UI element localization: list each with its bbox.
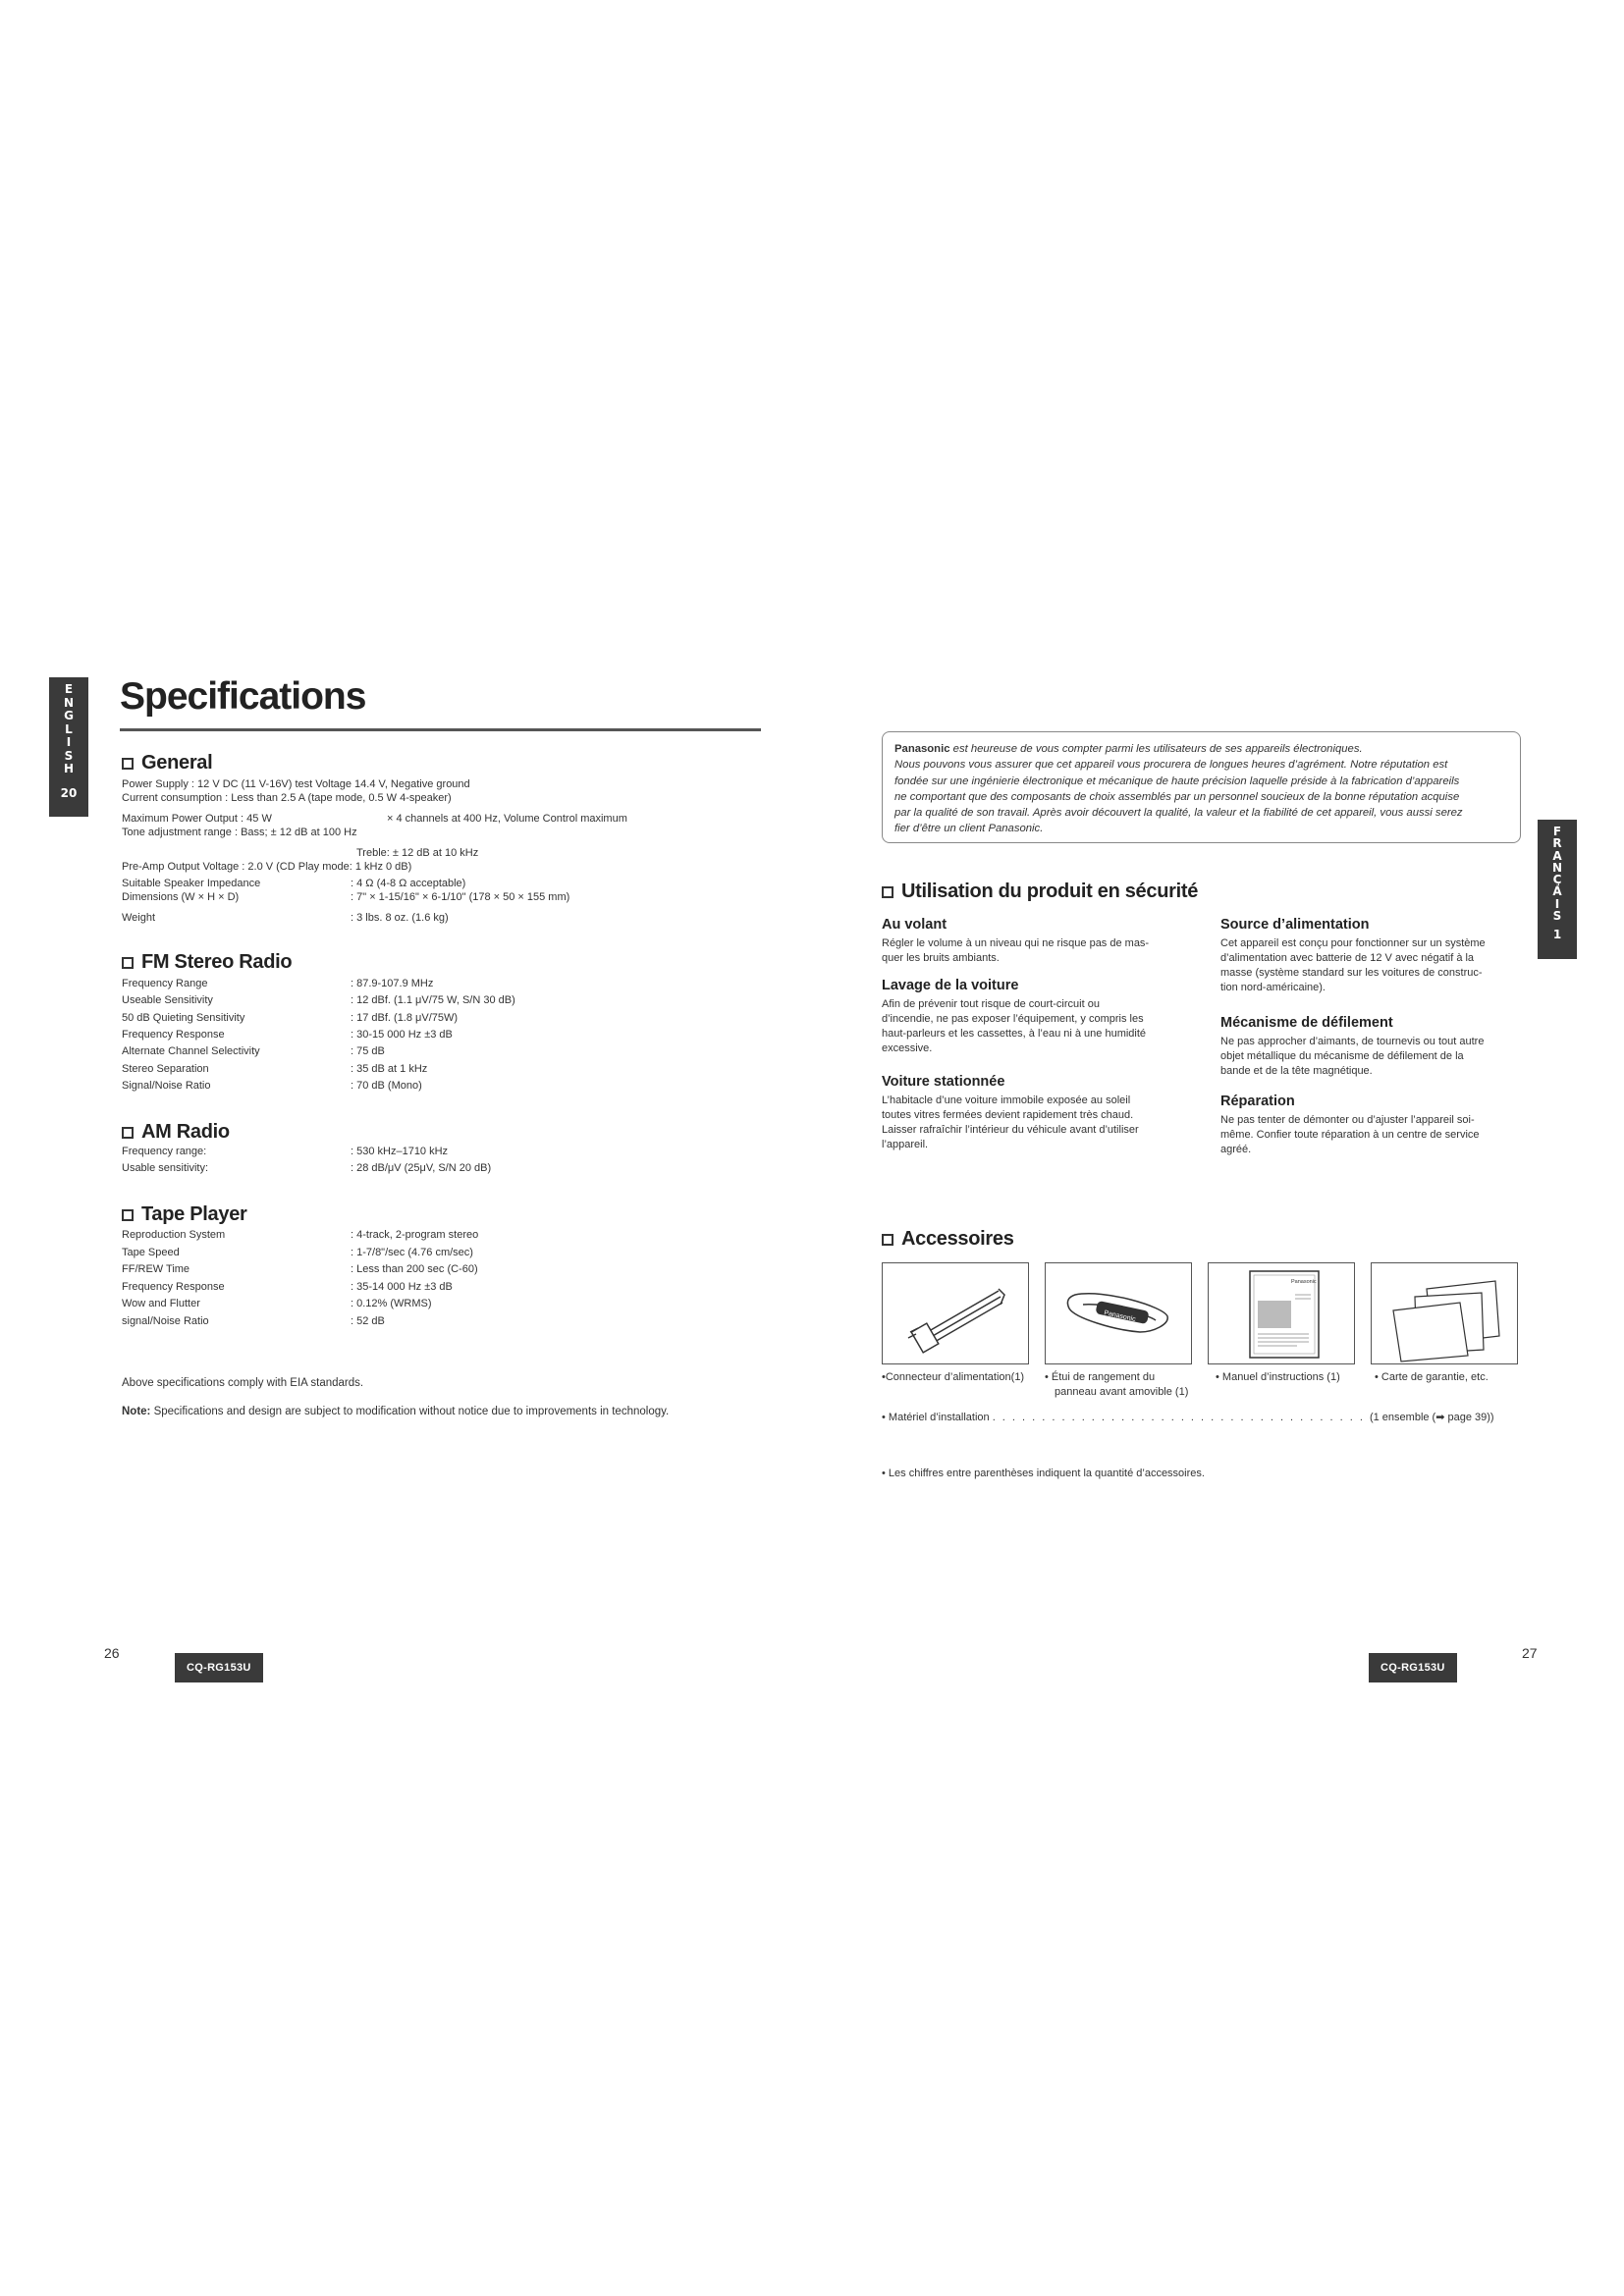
spec-label: signal/Noise Ratio bbox=[122, 1314, 209, 1327]
model-badge-right: CQ-RG153U bbox=[1369, 1653, 1457, 1682]
general-heading: General bbox=[122, 752, 212, 774]
page-number-right: 27 bbox=[1522, 1645, 1538, 1661]
spec-label: 50 dB Quieting Sensitivity bbox=[122, 1011, 245, 1024]
safety-text-line: L’habitacle d’une voiture immobile exposée au soleil bbox=[882, 1095, 1131, 1106]
safety-text-line: objet métallique du mécanisme de défilement de la bbox=[1220, 1050, 1464, 1063]
spec-value: : Less than 200 sec (C-60) bbox=[351, 1263, 478, 1275]
checkbox-icon bbox=[882, 886, 893, 898]
spec-value: : 3 lbs. 8 oz. (1.6 kg) bbox=[351, 912, 449, 924]
side-tab-english bbox=[49, 677, 88, 817]
safety-subheading: Réparation bbox=[1220, 1094, 1295, 1109]
treble-line: Treble: ± 12 dB at 10 kHz bbox=[356, 847, 479, 859]
safety-subheading: Au volant bbox=[882, 917, 947, 933]
safety-text-line: Cet appareil est conçu pour fonctionner sur un système bbox=[1220, 937, 1486, 949]
install-value: (1 ensemble (➡ page 39)) bbox=[1369, 1412, 1494, 1423]
acc-label-connector: •Connecteur d’alimentation(1) bbox=[882, 1371, 1025, 1383]
checkbox-icon bbox=[122, 758, 134, 770]
spec-label: Usable sensitivity: bbox=[122, 1162, 209, 1174]
note-label: Note: bbox=[122, 1406, 151, 1417]
spec-label: Wow and Flutter bbox=[122, 1298, 200, 1309]
safety-text-line: d’incendie, ne pas exposer l’équipement, y compris les bbox=[882, 1013, 1144, 1026]
spec-value: : 70 dB (Mono) bbox=[351, 1079, 422, 1092]
checkbox-icon bbox=[122, 957, 134, 969]
warranty-card-icon bbox=[1372, 1263, 1517, 1363]
spec-value: : 30-15 000 Hz ±3 dB bbox=[351, 1028, 453, 1041]
safety-text-line: Régler le volume à un niveau qui ne risque pas de mas- bbox=[882, 937, 1150, 949]
spec-label: FF/REW Time bbox=[122, 1263, 190, 1275]
safety-subheading: Source d’alimentation bbox=[1220, 917, 1370, 933]
intro-line: fondée sur une ingénierie électronique et mécanique de haute précision laquelle préside à la fabrication d’appareils bbox=[894, 774, 1460, 787]
checkbox-icon bbox=[882, 1234, 893, 1246]
checkbox-icon bbox=[122, 1209, 134, 1221]
page-title: Specifications bbox=[120, 675, 366, 718]
intro-line: fier d’être un client Panasonic. bbox=[894, 823, 1044, 835]
manual-brand: Panasonic bbox=[1291, 1279, 1317, 1285]
spec-label: Frequency Response bbox=[122, 1280, 225, 1293]
acc-label-case-2: panneau avant amovible (1) bbox=[1055, 1386, 1189, 1398]
case-icon bbox=[1046, 1263, 1191, 1363]
safety-text-line: Ne pas tenter de démonter ou d’ajuster l’appareil soi- bbox=[1220, 1114, 1475, 1126]
spec-label: Suitable Speaker Impedance bbox=[122, 878, 261, 889]
tab-letters: E N G L I S H bbox=[63, 682, 75, 775]
spec-label: Dimensions (W × H × D) bbox=[122, 891, 240, 903]
intro-line: par la qualité de son travail. Après avoir découvert la qualité, la valeur et la fiabilité de cet appareil, vous aussi serez bbox=[894, 807, 1463, 820]
acc-label-case: • Étui de rangement du bbox=[1045, 1371, 1156, 1383]
manual-icon bbox=[1209, 1263, 1354, 1363]
spec-value: : 52 dB bbox=[351, 1314, 385, 1327]
safety-text-line: excessive. bbox=[882, 1042, 933, 1055]
spec-value: : 75 dB bbox=[351, 1045, 385, 1058]
tab-number: 1 bbox=[1552, 928, 1562, 942]
intro-box bbox=[882, 731, 1521, 843]
intro-line: Panasonic est heureuse de vous compter parmi les utilisateurs de ses appareils électroniques. bbox=[894, 743, 1363, 755]
safety-subheading: Lavage de la voiture bbox=[882, 978, 1019, 993]
accessories-footnote: • Les chiffres entre parenthèses indiquent la quantité d’accessoires. bbox=[882, 1468, 1205, 1479]
title-rule bbox=[120, 728, 761, 731]
safety-text-line: masse (système standard sur les voitures de construc- bbox=[1220, 967, 1483, 980]
safety-text-line: Laisser rafraîchir l’intérieur du véhicule avant d’utiliser bbox=[882, 1124, 1139, 1137]
install-label: • Matériel d’installation bbox=[882, 1412, 990, 1423]
note-text: Specifications and design are subject to modification without notice due to improvements in technology. bbox=[153, 1406, 670, 1417]
spec-value: : 4 Ω (4-8 Ω acceptable) bbox=[351, 878, 466, 889]
preamp-line: Pre-Amp Output Voltage : 2.0 V (CD Play mode: 1 kHz 0 dB) bbox=[122, 861, 412, 873]
safety-text-line: même. Confier toute réparation à un centre de service bbox=[1220, 1129, 1480, 1142]
spec-value: : 0.12% (WRMS) bbox=[351, 1298, 432, 1309]
accessory-warranty-card bbox=[1371, 1262, 1518, 1364]
spec-label: Reproduction System bbox=[122, 1229, 226, 1241]
accessory-manual bbox=[1208, 1262, 1355, 1364]
spec-label: Alternate Channel Selectivity bbox=[122, 1045, 260, 1058]
safety-text-line: quer les bruits ambiants. bbox=[882, 952, 1000, 965]
accessory-case bbox=[1045, 1262, 1192, 1364]
general-line: Power Supply : 12 V DC (11 V-16V) test Voltage 14.4 V, Negative ground bbox=[122, 778, 470, 790]
spec-value: : 87.9-107.9 MHz bbox=[351, 978, 434, 989]
spec-value: : 35 dB at 1 kHz bbox=[351, 1062, 428, 1075]
spec-label: Frequency Range bbox=[122, 978, 208, 989]
safety-text-line: toutes vitres fermées devient rapidement très chaud. bbox=[882, 1109, 1134, 1122]
spec-label: Useable Sensitivity bbox=[122, 994, 213, 1007]
safety-text-line: agréé. bbox=[1220, 1144, 1252, 1156]
spec-label: Stereo Separation bbox=[122, 1062, 209, 1075]
case-brand: Panasonic bbox=[1103, 1309, 1137, 1323]
spec-value: : 35-14 000 Hz ±3 dB bbox=[351, 1280, 453, 1293]
tape-heading: Tape Player bbox=[122, 1203, 247, 1226]
intro-line: Nous pouvons vous assurer que cet appareil vous procurera de longues heures d’agrément. Notre réputation est bbox=[894, 759, 1448, 772]
spec-value: : 12 dBf. (1.1 μV/75 W, S/N 30 dB) bbox=[351, 994, 515, 1007]
am-heading: AM Radio bbox=[122, 1121, 230, 1144]
install-dots: . . . . . . . . . . . . . . . . . . . . . . . . . . . . . . . . . . . . . . bbox=[992, 1412, 1370, 1423]
spec-label: Tape Speed bbox=[122, 1246, 180, 1258]
general-line: Maximum Power Output : 45 W bbox=[122, 813, 272, 825]
spec-label: Signal/Noise Ratio bbox=[122, 1079, 211, 1092]
tech-note bbox=[122, 1406, 669, 1417]
safety-subheading: Voiture stationnée bbox=[882, 1074, 1005, 1090]
model-badge-left: CQ-RG153U bbox=[175, 1653, 263, 1682]
safety-text-line: d’alimentation avec batterie de 12 V avec négatif à la bbox=[1220, 952, 1475, 965]
acc-label-manual: • Manuel d’instructions (1) bbox=[1216, 1371, 1340, 1383]
spec-value: : 530 kHz–1710 kHz bbox=[351, 1146, 449, 1157]
spec-value: : 17 dBf. (1.8 μV/75W) bbox=[351, 1011, 459, 1024]
general-line: Current consumption : Less than 2.5 A (tape mode, 0.5 W 4-speaker) bbox=[122, 792, 452, 804]
safety-subheading: Mécanisme de défilement bbox=[1220, 1015, 1393, 1031]
power-connector-icon bbox=[883, 1263, 1028, 1363]
spec-value: : 7" × 1-15/16" × 6-1/10" (178 × 50 × 155 mm) bbox=[351, 891, 570, 903]
spec-value: : 1-7/8"/sec (4.76 cm/sec) bbox=[351, 1246, 473, 1258]
safety-text-line: Afin de prévenir tout risque de court-circuit ou bbox=[882, 998, 1100, 1010]
max-power-suffix: × 4 channels at 400 Hz, Volume Control maximum bbox=[387, 813, 627, 825]
spec-label: Weight bbox=[122, 912, 156, 924]
install-line bbox=[882, 1411, 1530, 1425]
checkbox-icon bbox=[122, 1127, 134, 1139]
spec-value: : 28 dB/μV (25μV, S/N 20 dB) bbox=[351, 1162, 492, 1174]
safety-text-line: Ne pas approcher d’aimants, de tournevis ou tout autre bbox=[1220, 1036, 1485, 1047]
tab-number: 20 bbox=[60, 785, 78, 800]
spec-label: Frequency Response bbox=[122, 1028, 225, 1041]
tab-letters: F R A N Ç A I S bbox=[1551, 825, 1563, 924]
safety-text-line: bande et de la tête magnétique. bbox=[1220, 1065, 1373, 1078]
fm-heading: FM Stereo Radio bbox=[122, 951, 292, 974]
accessory-power-connector bbox=[882, 1262, 1029, 1364]
safety-text-line: tion nord-américaine). bbox=[1220, 982, 1326, 994]
page-number-left: 26 bbox=[104, 1645, 120, 1661]
acc-label-warranty: • Carte de garantie, etc. bbox=[1375, 1371, 1489, 1383]
intro-line: ne comportant que des composants de choix assemblés par un personnel soucieux de la bonne réputation acquise bbox=[894, 790, 1460, 803]
spec-label: Frequency range: bbox=[122, 1146, 207, 1157]
general-line: Tone adjustment range : Bass; ± 12 dB at 100 Hz bbox=[122, 827, 357, 838]
safety-heading: Utilisation du produit en sécurité bbox=[882, 881, 1198, 903]
safety-text-line: haut-parleurs et les cassettes, à l’eau ni à une humidité bbox=[882, 1028, 1147, 1041]
spec-value: : 4-track, 2-program stereo bbox=[351, 1229, 479, 1241]
side-tab-francais bbox=[1538, 820, 1577, 959]
safety-text-line: l’appareil. bbox=[882, 1139, 929, 1151]
eia-note: Above specifications comply with EIA standards. bbox=[122, 1377, 364, 1389]
accessories-heading: Accessoires bbox=[882, 1228, 1014, 1251]
